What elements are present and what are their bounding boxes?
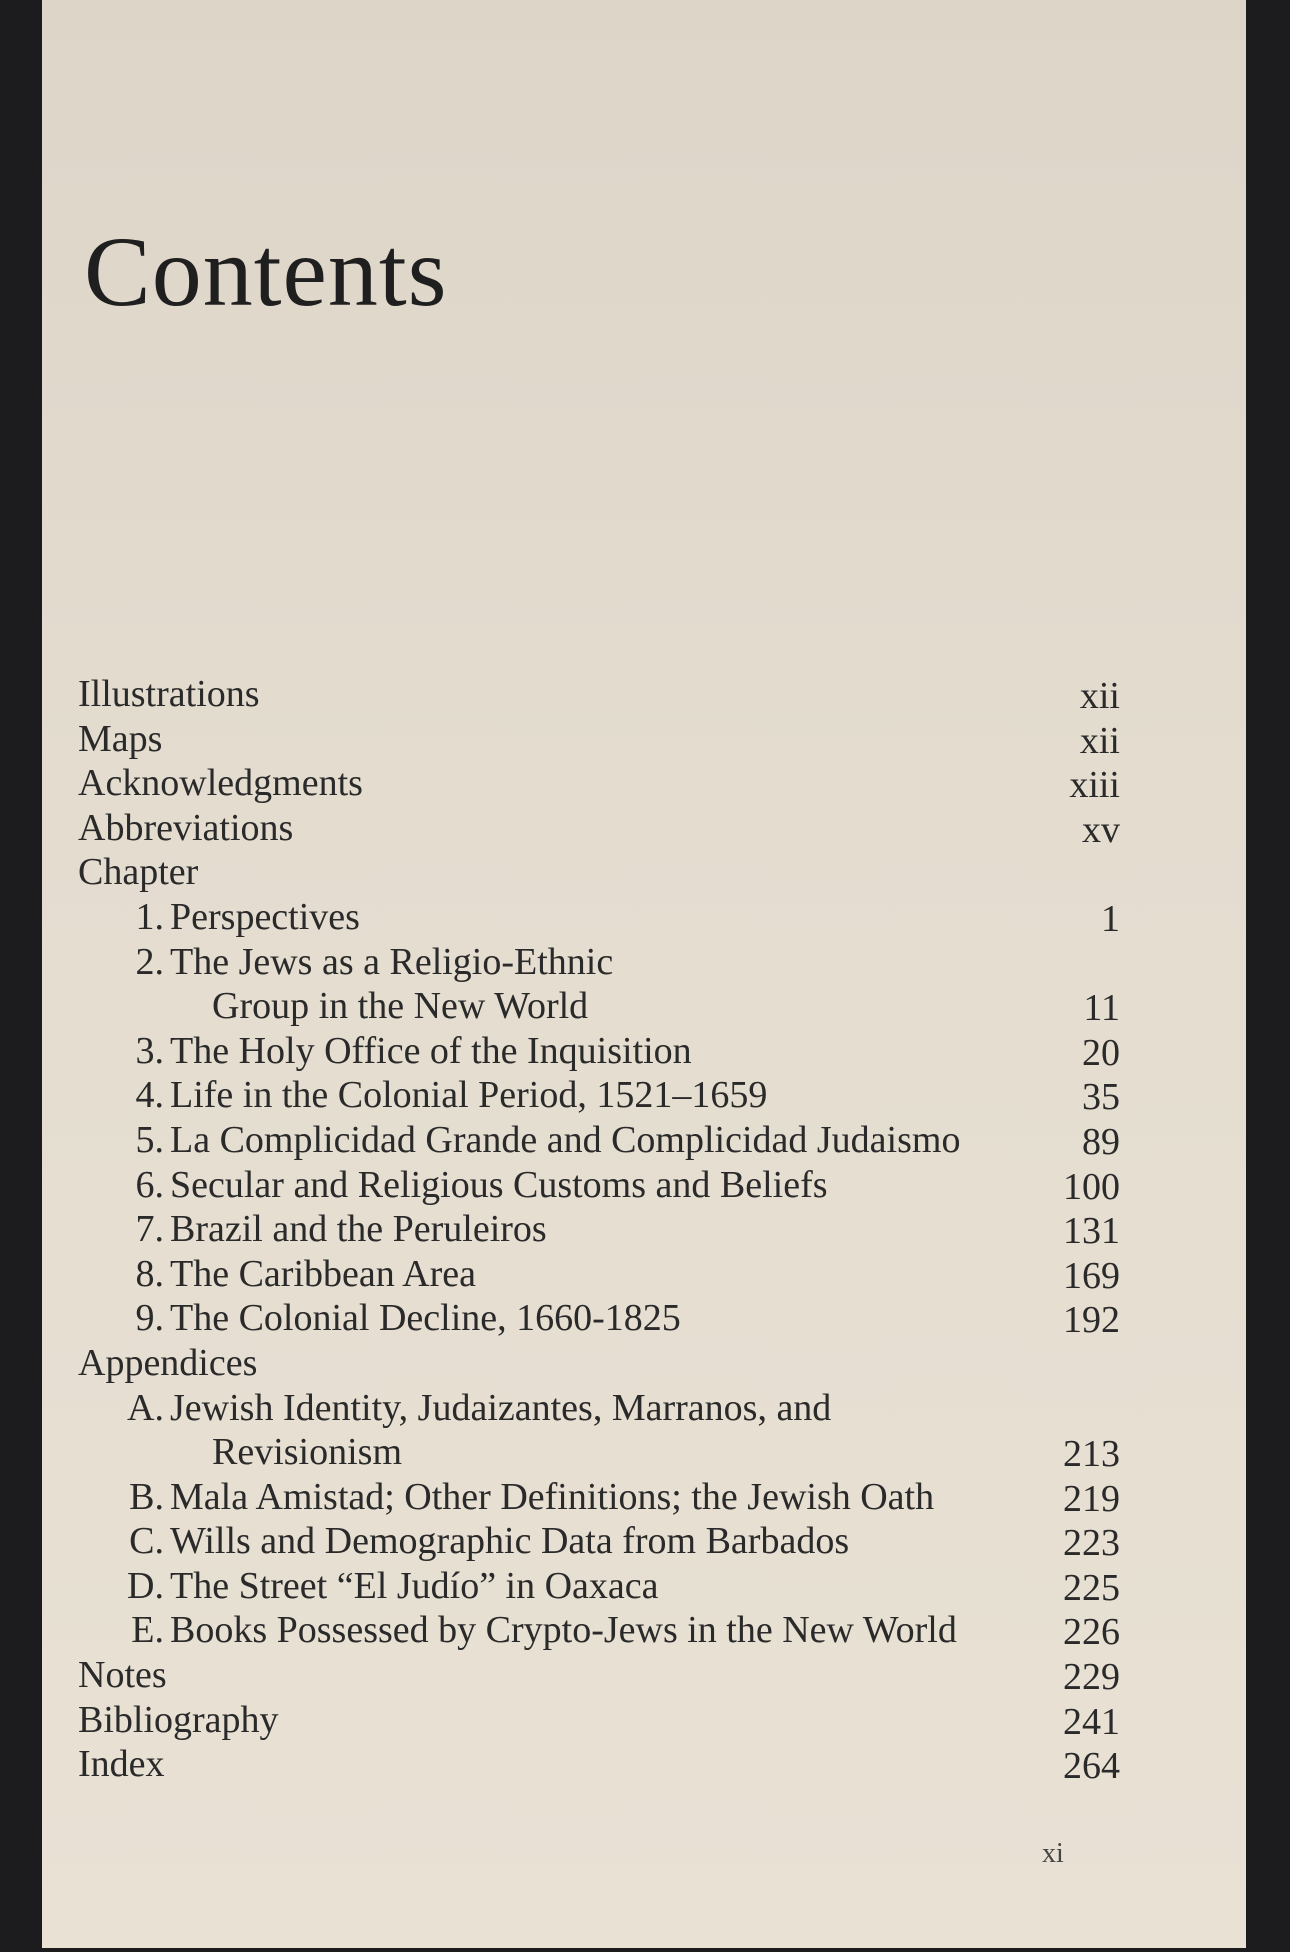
toc-entry-number: 6. bbox=[135, 1163, 164, 1206]
toc-entry-page: 192 bbox=[1063, 1299, 1120, 1342]
toc-entry-page: 11 bbox=[1083, 987, 1120, 1030]
page-title: Contents bbox=[84, 216, 448, 327]
toc-entry-label: Index bbox=[78, 1743, 165, 1786]
toc-entry-number: 5. bbox=[135, 1118, 164, 1161]
toc-entry-page: 223 bbox=[1063, 1522, 1120, 1565]
toc-entry-page: 241 bbox=[1063, 1700, 1120, 1743]
toc-entry-label: Life in the Colonial Period, 1521–1659 bbox=[170, 1074, 768, 1117]
toc-entry-number: E. bbox=[131, 1609, 164, 1652]
toc-entry-page: 35 bbox=[1082, 1076, 1120, 1119]
toc-entry-label: Brazil and the Peruleiros bbox=[170, 1208, 547, 1251]
toc-entry-appendix-d bbox=[78, 1564, 1120, 1609]
toc-entry-page: xii bbox=[1079, 675, 1120, 717]
toc-entry-chapter-1 bbox=[78, 895, 1120, 940]
toc-entry-label: Jewish Identity, Judaizantes, Marranos, and bbox=[170, 1386, 832, 1429]
toc-entry-number: 4. bbox=[135, 1074, 164, 1117]
toc-entry-number: 2. bbox=[135, 940, 164, 983]
toc-entry-chapter-2 bbox=[78, 940, 1120, 985]
toc-entry-number: 7. bbox=[135, 1208, 164, 1251]
toc-section-label: Chapter bbox=[78, 851, 199, 894]
toc-entry-page: 225 bbox=[1063, 1566, 1120, 1609]
toc-entry-number: 3. bbox=[135, 1029, 164, 1072]
toc-entry-number: C. bbox=[129, 1520, 164, 1563]
toc-entry-appendix-a-continued bbox=[78, 1430, 1120, 1475]
toc-entry-page: 229 bbox=[1063, 1656, 1120, 1699]
toc-entry-page: 219 bbox=[1063, 1477, 1120, 1520]
toc-entry-label: The Jews as a Religio-Ethnic bbox=[170, 940, 614, 983]
toc-entry-chapter-4 bbox=[78, 1073, 1120, 1118]
toc-entry-page: 20 bbox=[1082, 1031, 1120, 1074]
toc-entry-appendix-a bbox=[78, 1386, 1120, 1431]
toc-entry-chapter-2-continued bbox=[78, 984, 1120, 1029]
toc-section-label: Appendices bbox=[78, 1341, 258, 1384]
toc-entry-page: xii bbox=[1079, 719, 1120, 762]
toc-entry-chapter-5 bbox=[78, 1118, 1120, 1163]
toc-entry-label: Wills and Demographic Data from Barbados bbox=[170, 1520, 850, 1563]
toc-entry-bibliography bbox=[78, 1698, 1120, 1743]
toc-entry-label: Notes bbox=[78, 1654, 167, 1697]
toc-entry-appendix-b bbox=[78, 1475, 1120, 1520]
toc-entry-maps bbox=[78, 717, 1120, 762]
toc-entry-appendix-c bbox=[78, 1519, 1120, 1564]
toc-entry-number: D. bbox=[127, 1564, 164, 1607]
toc-entry-label: The Holy Office of the Inquisition bbox=[170, 1029, 692, 1072]
toc-entry-label: Perspectives bbox=[170, 895, 360, 938]
toc-entry-label: Mala Amistad; Other Definitions; the Jewish Oath bbox=[170, 1475, 935, 1518]
toc-entry-chapter-3 bbox=[78, 1029, 1120, 1074]
toc-entry-label: Revisionism bbox=[212, 1431, 403, 1474]
toc-entry-number: 8. bbox=[135, 1252, 164, 1295]
toc-entry-number: A. bbox=[127, 1386, 164, 1429]
toc-entry-label: Abbreviations bbox=[78, 806, 294, 849]
toc-entry-appendix-e bbox=[78, 1608, 1120, 1653]
toc-entry-label: Maps bbox=[78, 717, 163, 760]
toc-entry-abbreviations bbox=[78, 806, 1120, 851]
toc-section-appendices bbox=[78, 1341, 1120, 1386]
toc-entry-page: 100 bbox=[1063, 1165, 1120, 1208]
toc-entry-label: Illustrations bbox=[78, 673, 260, 715]
toc-entry-label: Books Possessed by Crypto-Jews in the New World bbox=[170, 1609, 957, 1652]
toc-entry-page: 226 bbox=[1063, 1611, 1120, 1654]
toc-entry-notes bbox=[78, 1653, 1120, 1698]
toc-section-chapter bbox=[78, 850, 1120, 895]
toc-entry-page: 264 bbox=[1063, 1745, 1120, 1788]
toc-entry-label: La Complicidad Grande and Complicidad Judaismo bbox=[170, 1118, 961, 1161]
toc-entry-label: Acknowledgments bbox=[78, 762, 363, 805]
toc-entry-index bbox=[78, 1742, 1120, 1787]
toc-entry-chapter-9 bbox=[78, 1296, 1120, 1341]
toc-entry-chapter-7 bbox=[78, 1207, 1120, 1252]
toc-entry-page: 213 bbox=[1063, 1433, 1120, 1476]
toc-entry-label: The Caribbean Area bbox=[170, 1252, 476, 1295]
toc-entry-chapter-6 bbox=[78, 1163, 1120, 1208]
toc-entry-number: 1. bbox=[135, 895, 164, 938]
toc-entry-acknowledgments bbox=[78, 761, 1120, 806]
toc-entry-number: B. bbox=[129, 1475, 164, 1518]
toc-entry-page: xiii bbox=[1069, 764, 1120, 807]
toc-entry-label: The Street “El Judío” in Oaxaca bbox=[170, 1564, 659, 1607]
toc-entry-label: Secular and Religious Customs and Beliefs bbox=[170, 1163, 828, 1206]
toc-entry-number: 9. bbox=[135, 1297, 164, 1340]
toc-entry-label: The Colonial Decline, 1660-1825 bbox=[170, 1297, 681, 1340]
book-page bbox=[42, 0, 1246, 1948]
toc-entry-page: xv bbox=[1082, 808, 1120, 851]
toc-entry-page: 89 bbox=[1082, 1120, 1120, 1163]
toc-entry-label: Bibliography bbox=[78, 1698, 279, 1741]
page-folio: xi bbox=[1042, 1838, 1064, 1869]
table-of-contents bbox=[78, 672, 1120, 1787]
toc-entry-chapter-8 bbox=[78, 1252, 1120, 1297]
toc-entry-page: 131 bbox=[1063, 1210, 1120, 1253]
toc-entry-illustrations bbox=[78, 672, 1120, 717]
toc-entry-page: 1 bbox=[1101, 897, 1120, 940]
toc-entry-label: Group in the New World bbox=[212, 985, 589, 1028]
toc-entry-page: 169 bbox=[1063, 1254, 1120, 1297]
